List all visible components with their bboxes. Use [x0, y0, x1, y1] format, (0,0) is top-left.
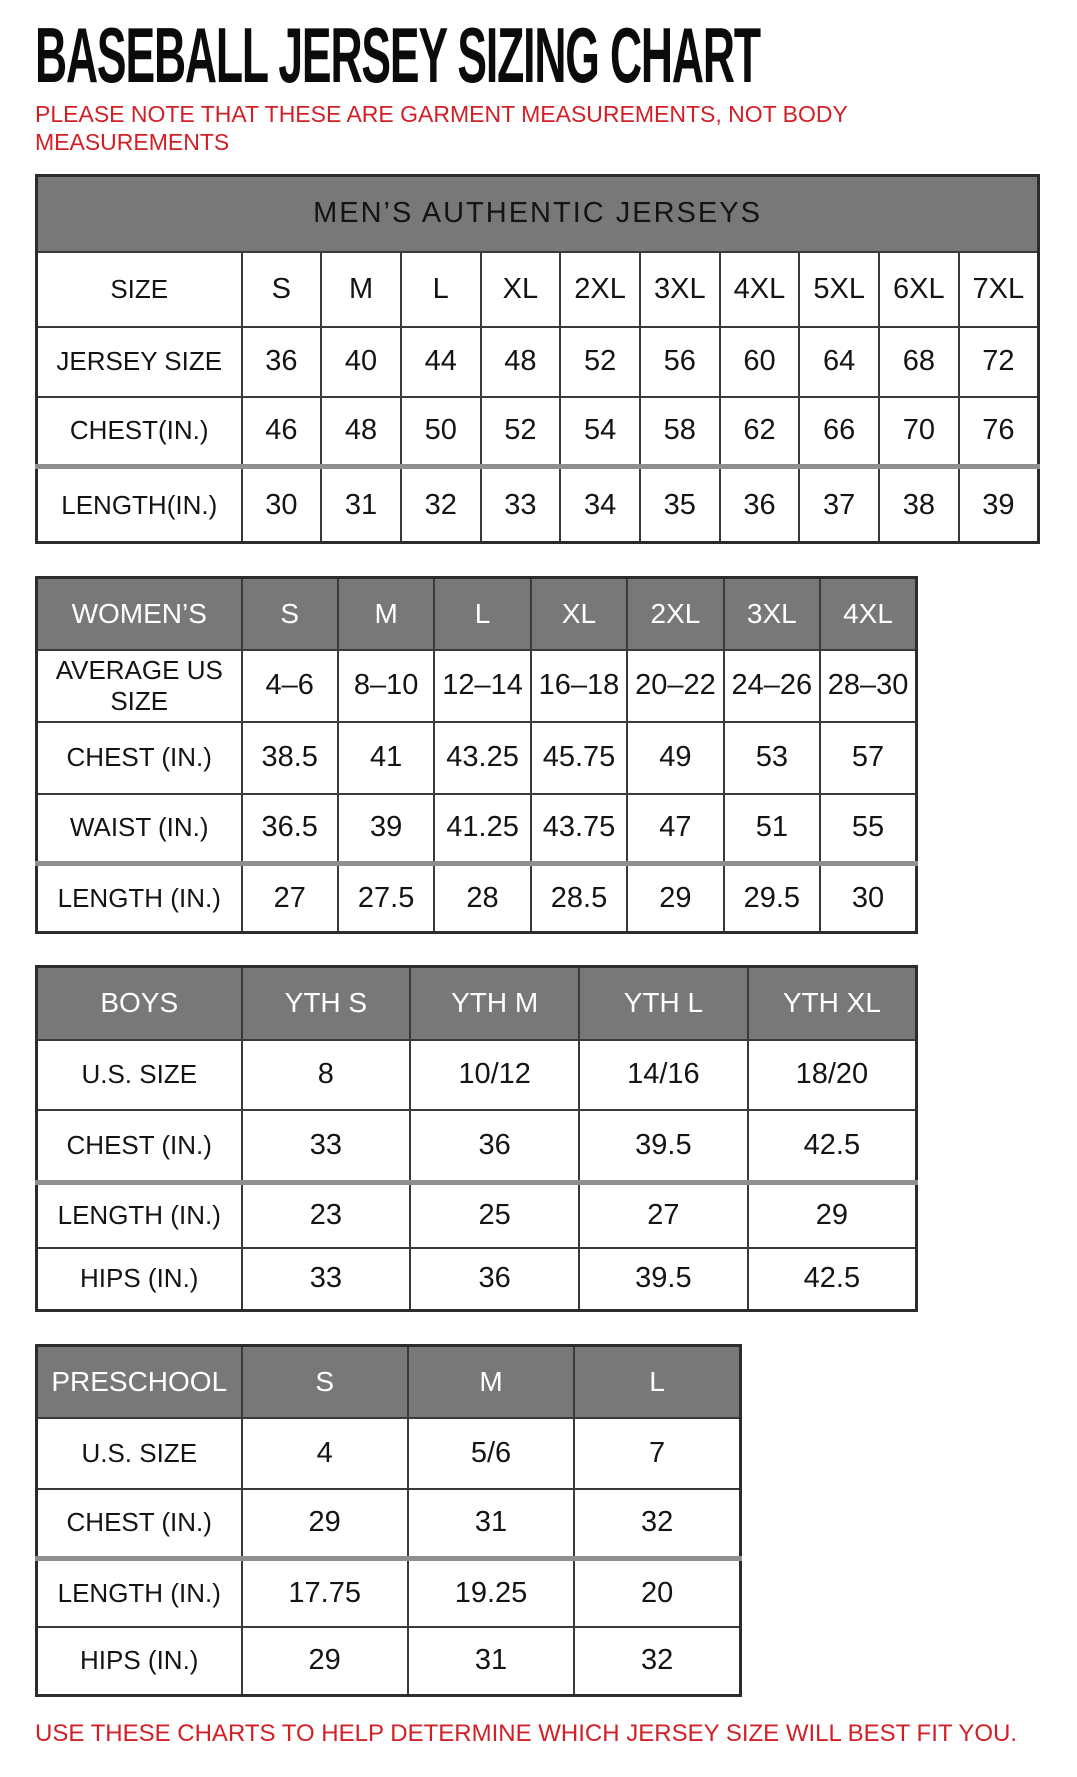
size-header-cell: YTH S [242, 967, 411, 1040]
value-cell: 8 [242, 1040, 411, 1110]
value-cell: 50 [401, 397, 481, 467]
value-cell: 35 [640, 467, 720, 543]
value-cell: M [321, 252, 401, 327]
boys-chest-row [37, 1110, 917, 1183]
row-label: WAIST (IN.) [37, 794, 242, 864]
value-cell: 42.5 [748, 1110, 917, 1183]
value-cell: 64 [799, 327, 879, 397]
value-cell: 18/20 [748, 1040, 917, 1110]
value-cell: 76 [959, 397, 1039, 467]
row-label: U.S. SIZE [37, 1418, 242, 1489]
value-cell: 36 [410, 1248, 579, 1311]
boys-table [35, 965, 918, 1312]
row-label: SIZE [37, 252, 242, 327]
value-cell: L [401, 252, 481, 327]
value-cell: 44 [401, 327, 481, 397]
size-header-cell: XL [531, 578, 627, 650]
value-cell: 33 [242, 1110, 411, 1183]
mens-chest-row [37, 397, 1039, 467]
boys-header-row [37, 967, 917, 1040]
mens-jersey-size-row [37, 327, 1039, 397]
value-cell: 39.5 [579, 1248, 748, 1311]
value-cell: 32 [401, 467, 481, 543]
value-cell: 33 [481, 467, 561, 543]
value-cell: 28.5 [531, 864, 627, 933]
row-label: LENGTH(IN.) [37, 467, 242, 543]
value-cell: 17.75 [242, 1559, 408, 1627]
value-cell: 48 [321, 397, 401, 467]
boys-length-row [37, 1183, 917, 1248]
value-cell: 46 [242, 397, 322, 467]
value-cell: 28–30 [820, 650, 916, 722]
size-header-cell: YTH L [579, 967, 748, 1040]
size-header-cell: YTH M [410, 967, 579, 1040]
womens-header-row [37, 578, 917, 650]
value-cell: 5/6 [408, 1418, 574, 1489]
value-cell: 10/12 [410, 1040, 579, 1110]
value-cell: 49 [627, 722, 723, 794]
row-label: AVERAGE US SIZE [37, 650, 242, 722]
value-cell: 4XL [720, 252, 800, 327]
value-cell: 43.75 [531, 794, 627, 864]
value-cell: 31 [408, 1627, 574, 1696]
value-cell: S [242, 252, 322, 327]
row-label: HIPS (IN.) [37, 1248, 242, 1311]
row-label: HIPS (IN.) [37, 1627, 242, 1696]
row-label: LENGTH (IN.) [37, 864, 242, 933]
value-cell: XL [481, 252, 561, 327]
value-cell: 66 [799, 397, 879, 467]
value-cell: 34 [560, 467, 640, 543]
size-header-cell: 4XL [820, 578, 916, 650]
row-label: LENGTH (IN.) [37, 1183, 242, 1248]
value-cell: 39 [959, 467, 1039, 543]
value-cell: 5XL [799, 252, 879, 327]
value-cell: 72 [959, 327, 1039, 397]
row-label: CHEST(IN.) [37, 397, 242, 467]
page-title [35, 11, 1042, 99]
value-cell: 20–22 [627, 650, 723, 722]
value-cell: 56 [640, 327, 720, 397]
value-cell: 37 [799, 467, 879, 543]
size-header-cell: S [242, 578, 338, 650]
page-title-text: BASEBALL JERSEY SIZING CHART [35, 11, 760, 99]
value-cell: 4–6 [242, 650, 338, 722]
value-cell: 47 [627, 794, 723, 864]
value-cell: 29 [242, 1489, 408, 1559]
womens-us-size-row [37, 650, 917, 722]
value-cell: 19.25 [408, 1559, 574, 1627]
value-cell: 45.75 [531, 722, 627, 794]
row-label: CHEST (IN.) [37, 722, 242, 794]
mens-table-title: MEN’S AUTHENTIC JERSEYS [37, 176, 1039, 252]
value-cell: 41.25 [434, 794, 530, 864]
value-cell: 48 [481, 327, 561, 397]
womens-chest-row [37, 722, 917, 794]
value-cell: 68 [879, 327, 959, 397]
value-cell: 43.25 [434, 722, 530, 794]
size-header-cell: YTH XL [748, 967, 917, 1040]
value-cell: 7 [574, 1418, 740, 1489]
value-cell: 2XL [560, 252, 640, 327]
table-title-cell: BOYS [37, 967, 242, 1040]
size-header-cell: L [574, 1346, 740, 1418]
row-label: JERSEY SIZE [37, 327, 242, 397]
value-cell: 27 [579, 1183, 748, 1248]
value-cell: 27.5 [338, 864, 434, 933]
mens-table [35, 174, 1040, 544]
value-cell: 33 [242, 1248, 411, 1311]
size-header-cell: S [242, 1346, 408, 1418]
size-header-cell: M [408, 1346, 574, 1418]
table-title-cell: PRESCHOOL [37, 1346, 242, 1418]
boys-hips-row [37, 1248, 917, 1311]
value-cell: 28 [434, 864, 530, 933]
value-cell: 30 [820, 864, 916, 933]
value-cell: 30 [242, 467, 322, 543]
womens-length-row [37, 864, 917, 933]
value-cell: 62 [720, 397, 800, 467]
value-cell: 58 [640, 397, 720, 467]
value-cell: 40 [321, 327, 401, 397]
value-cell: 41 [338, 722, 434, 794]
value-cell: 51 [724, 794, 820, 864]
value-cell: 38.5 [242, 722, 338, 794]
value-cell: 54 [560, 397, 640, 467]
womens-waist-row [37, 794, 917, 864]
value-cell: 25 [410, 1183, 579, 1248]
row-label: LENGTH (IN.) [37, 1559, 242, 1627]
preschool-us-size-row [37, 1418, 741, 1489]
value-cell: 42.5 [748, 1248, 917, 1311]
size-header-cell: 2XL [627, 578, 723, 650]
value-cell: 4 [242, 1418, 408, 1489]
value-cell: 29 [242, 1627, 408, 1696]
value-cell: 70 [879, 397, 959, 467]
value-cell: 55 [820, 794, 916, 864]
value-cell: 14/16 [579, 1040, 748, 1110]
size-header-cell: 3XL [724, 578, 820, 650]
value-cell: 36 [720, 467, 800, 543]
preschool-hips-row [37, 1627, 741, 1696]
value-cell: 31 [408, 1489, 574, 1559]
value-cell: 52 [560, 327, 640, 397]
value-cell: 16–18 [531, 650, 627, 722]
value-cell: 36 [242, 327, 322, 397]
row-label: CHEST (IN.) [37, 1489, 242, 1559]
preschool-table [35, 1344, 742, 1697]
value-cell: 31 [321, 467, 401, 543]
value-cell: 38 [879, 467, 959, 543]
value-cell: 29 [627, 864, 723, 933]
value-cell: 29 [748, 1183, 917, 1248]
value-cell: 57 [820, 722, 916, 794]
size-header-cell: M [338, 578, 434, 650]
preschool-header-row [37, 1346, 741, 1418]
table-title-cell: WOMEN’S [37, 578, 242, 650]
value-cell: 24–26 [724, 650, 820, 722]
value-cell: 20 [574, 1559, 740, 1627]
fit-advice-note: USE THESE CHARTS TO HELP DETERMINE WHICH JERSEY SIZE WILL BEST FIT YOU. [35, 1720, 1018, 1747]
row-label: CHEST (IN.) [37, 1110, 242, 1183]
value-cell: 29.5 [724, 864, 820, 933]
value-cell: 32 [574, 1627, 740, 1696]
preschool-length-row [37, 1559, 741, 1627]
preschool-chest-row [37, 1489, 741, 1559]
size-header-cell: L [434, 578, 530, 650]
mens-length-row [37, 467, 1039, 543]
value-cell: 23 [242, 1183, 411, 1248]
mens-size-row [37, 252, 1039, 327]
garment-measurement-note: PLEASE NOTE THAT THESE ARE GARMENT MEASUREMENTS, NOT BODY MEASUREMENTS [35, 101, 848, 155]
boys-us-size-row [37, 1040, 917, 1110]
row-label: U.S. SIZE [37, 1040, 242, 1110]
womens-table [35, 576, 918, 934]
value-cell: 60 [720, 327, 800, 397]
value-cell: 52 [481, 397, 561, 467]
mens-table-header-row [37, 176, 1039, 252]
value-cell: 39.5 [579, 1110, 748, 1183]
value-cell: 36 [410, 1110, 579, 1183]
value-cell: 32 [574, 1489, 740, 1559]
value-cell: 39 [338, 794, 434, 864]
value-cell: 8–10 [338, 650, 434, 722]
value-cell: 7XL [959, 252, 1039, 327]
value-cell: 3XL [640, 252, 720, 327]
value-cell: 36.5 [242, 794, 338, 864]
value-cell: 53 [724, 722, 820, 794]
value-cell: 27 [242, 864, 338, 933]
value-cell: 6XL [879, 252, 959, 327]
value-cell: 12–14 [434, 650, 530, 722]
